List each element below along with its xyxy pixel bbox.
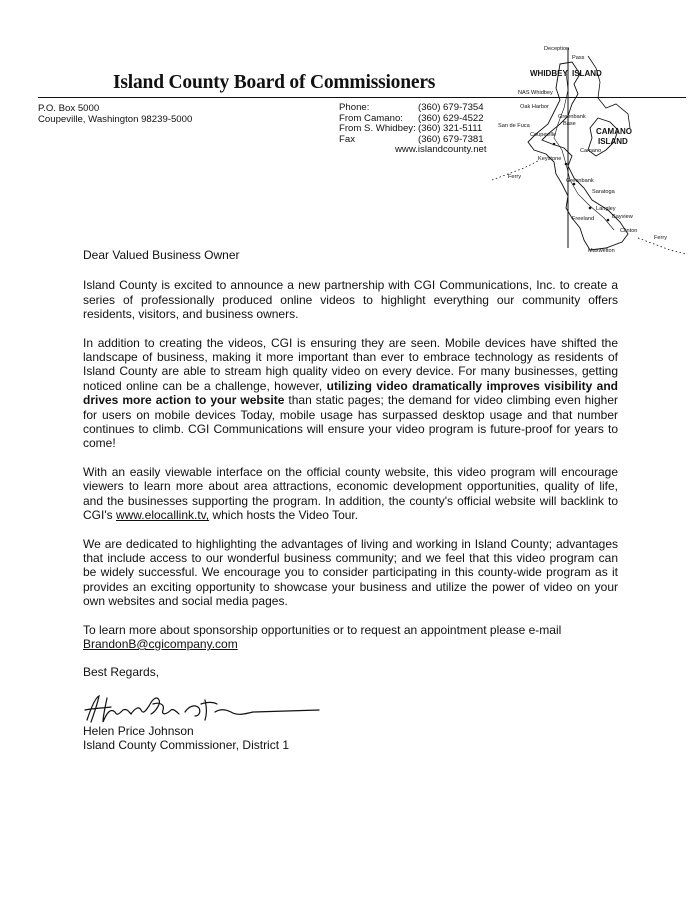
map-label: Saratoga: [592, 189, 615, 195]
map-label: Maxwelton: [588, 248, 615, 254]
contact-block: [339, 103, 487, 156]
elocallink-link[interactable]: www.elocallink.tv,: [115, 508, 210, 523]
contact-value: (360) 629-4522: [418, 112, 484, 124]
letter-body: [83, 248, 618, 767]
paragraph-5: [83, 623, 618, 652]
map-label: Camano: [580, 148, 602, 154]
map-label: Langley: [596, 206, 616, 212]
map-label: Greenbank: [558, 114, 586, 120]
paragraph-text: which hosts the Video Tour.: [209, 508, 359, 523]
address-line: Coupeville, Washington 98239-5000: [38, 114, 193, 125]
signer-title: Island County Commissioner, District 1: [83, 738, 290, 753]
map-label: Base: [563, 121, 576, 127]
map-label: ISLAND: [598, 137, 628, 146]
signer-block: [83, 724, 618, 753]
map-label: Freeland: [572, 216, 595, 222]
map-label: Coupeville: [530, 132, 557, 138]
map-label: Deception: [544, 46, 570, 52]
org-title: Island County Board of Commissioners: [113, 72, 436, 93]
contact-label: From Camano:: [339, 112, 403, 124]
map-label: San de Fuca: [498, 123, 530, 129]
signature-image: [81, 690, 321, 726]
map-label: Greenbank: [566, 178, 594, 184]
map-label: Ferry: [654, 235, 668, 241]
map-label: CAMANO: [596, 127, 632, 136]
contact-row: [339, 103, 487, 114]
contact-label: Phone:: [339, 102, 370, 113]
map-label: WHIDBEY: [530, 69, 568, 78]
contact-value: (360) 679-7354: [418, 102, 484, 113]
map-label: Ferry: [508, 174, 522, 180]
email-link[interactable]: BrandonB@cgicompany.com: [83, 636, 238, 651]
paragraph-3: [83, 465, 618, 523]
paragraph-4: We are dedicated to highlighting the advantages of living and working in Island County; advantages that include access to our wonderful business community; and we feel that this video program can be widely successful. We encourage you to consider participating in this county-wide program as it provides an exciting opportunity to showcase your business and utilize the power of video on your own websites and social media pages.: [83, 536, 618, 609]
paragraph-text: To learn more about sponsorship opportunities or to request an appointment please e-mail: [83, 622, 562, 637]
map-label: Oak Harbor: [520, 104, 549, 110]
map-label: NAS Whidbey: [518, 90, 553, 96]
bold-emphasis: utilizing video dramatically improves visibility and drives more action to your website: [83, 378, 618, 408]
paragraph-text: In addition to creating the videos, CGI is ensuring they are seen. Mobile devices have shifted the landscape of business, making it more important than ever to embrace technology as residents of Island County are able to stream high quality video on every device. For many businesses, getting noticed online can be a challenge, however,: [83, 335, 618, 393]
contact-label: Fax: [339, 133, 355, 145]
contact-value: (360) 321-5111: [418, 123, 483, 135]
map-label: Keystone: [538, 156, 562, 162]
paragraph-text: With an easily viewable interface on the official county website, this video program will encourage viewers to learn more about area attractions, economic development opportunities, quality of life, and the businesses supporting the program. In addition, the county's official website will backlink to CGI's: [83, 464, 618, 523]
salutation: Dear Valued Business Owner: [83, 248, 240, 262]
signer-name: Helen Price Johnson: [83, 723, 194, 738]
paragraph-1: Island County is excited to announce a new partnership with CGI Communications, Inc. to create a series of professionally produced online videos to highlight everything our community offers residents, visitors, and business owners.: [83, 278, 618, 322]
contact-value: (360) 679-7381: [418, 133, 484, 145]
closing: Best Regards,: [83, 665, 160, 680]
contact-label: From S. Whidbey:: [339, 123, 416, 135]
paragraph-text: than static pages; the demand for video climbing even higher for users on mobile devices Today, mobile usage has surpassed desktop usage and that number continues to climb. CGI Communications will ensure your video program is future-proof for years to come!: [83, 393, 618, 451]
website-text: www.islandcounty.net: [395, 144, 487, 156]
mailing-address: [38, 103, 192, 125]
address-line: P.O. Box 5000: [38, 103, 100, 114]
map-label: ISLAND: [572, 69, 602, 78]
paragraph-2: [83, 336, 618, 451]
island-county-map: [488, 38, 688, 263]
map-label: Clinton: [620, 228, 638, 234]
map-label: Bayview: [612, 214, 633, 220]
map-label: Pass: [572, 55, 585, 61]
